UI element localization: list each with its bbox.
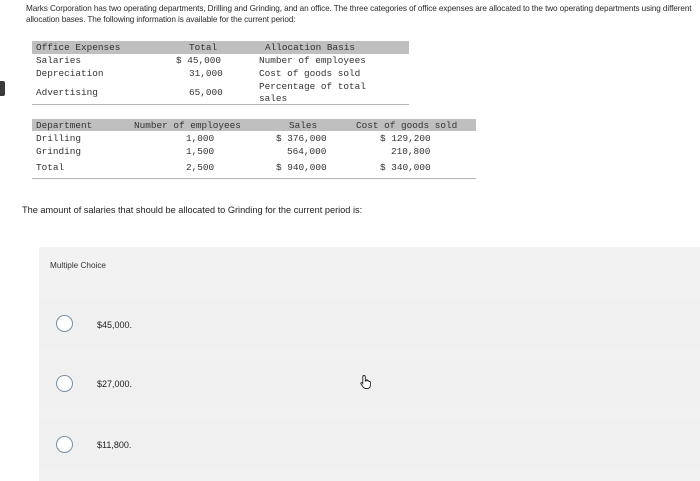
radio-button-icon[interactable]	[56, 436, 73, 453]
department-employees: 1,000	[186, 133, 215, 144]
department-sales: $ 940,000	[276, 162, 327, 173]
problem-intro-text: Marks Corporation has two operating departments, Drilling and Grinding, and an office. The three categories of office expenses are allocated to the two operating departments using different allocation bases. The following information is available for the current period:	[26, 4, 692, 24]
expense-name: Depreciation	[36, 68, 104, 79]
answer-option[interactable]	[39, 420, 700, 468]
answer-option[interactable]	[39, 301, 700, 349]
pointer-hand-cursor-icon	[358, 374, 374, 390]
expense-total: 31,000	[189, 68, 223, 79]
side-tab-handle-icon[interactable]	[0, 81, 5, 96]
header-office-expenses: Office Expenses	[36, 42, 121, 53]
department-employees: 1,500	[186, 146, 215, 157]
table1-bottom-rule	[32, 104, 409, 105]
department-sales: 564,000	[287, 146, 327, 157]
header-total: Total	[189, 42, 218, 53]
question-prompt: The amount of salaries that should be allocated to Grinding for the current period is:	[22, 205, 363, 215]
multiple-choice-label: Multiple Choice	[50, 261, 106, 270]
department-cogs: 210,800	[391, 146, 431, 157]
department-name: Drilling	[36, 133, 82, 144]
table2-bottom-rule	[32, 178, 476, 179]
expense-basis: Cost of goods sold	[259, 68, 361, 79]
answer-option-label[interactable]: $45,000.	[97, 320, 133, 330]
department-sales: $ 376,000	[276, 133, 327, 144]
expense-name: Salaries	[36, 55, 82, 66]
expense-total: $ 45,000	[176, 55, 222, 66]
header-number-of-employees: Number of employees	[134, 120, 241, 131]
header-cost-of-goods-sold: Cost of goods sold	[356, 120, 458, 131]
header-sales: Sales	[289, 120, 318, 131]
department-name: Total	[36, 162, 65, 173]
answer-option-label[interactable]: $27,000.	[97, 379, 133, 389]
expense-basis-cont: sales	[259, 93, 288, 104]
expense-name: Advertising	[36, 87, 98, 98]
radio-button-icon[interactable]	[56, 315, 73, 332]
expense-total: 65,000	[189, 87, 223, 98]
expense-basis: Number of employees	[259, 55, 366, 66]
department-cogs: $ 340,000	[380, 162, 431, 173]
expense-basis: Percentage of total	[259, 81, 366, 92]
radio-button-icon[interactable]	[56, 375, 73, 392]
answer-option-label[interactable]: $11,800.	[97, 440, 132, 450]
department-employees: 2,500	[186, 162, 215, 173]
department-name: Grinding	[36, 146, 82, 157]
header-allocation-basis: Allocation Basis	[265, 42, 356, 53]
header-department: Department	[36, 120, 93, 131]
department-cogs: $ 129,200	[380, 133, 431, 144]
